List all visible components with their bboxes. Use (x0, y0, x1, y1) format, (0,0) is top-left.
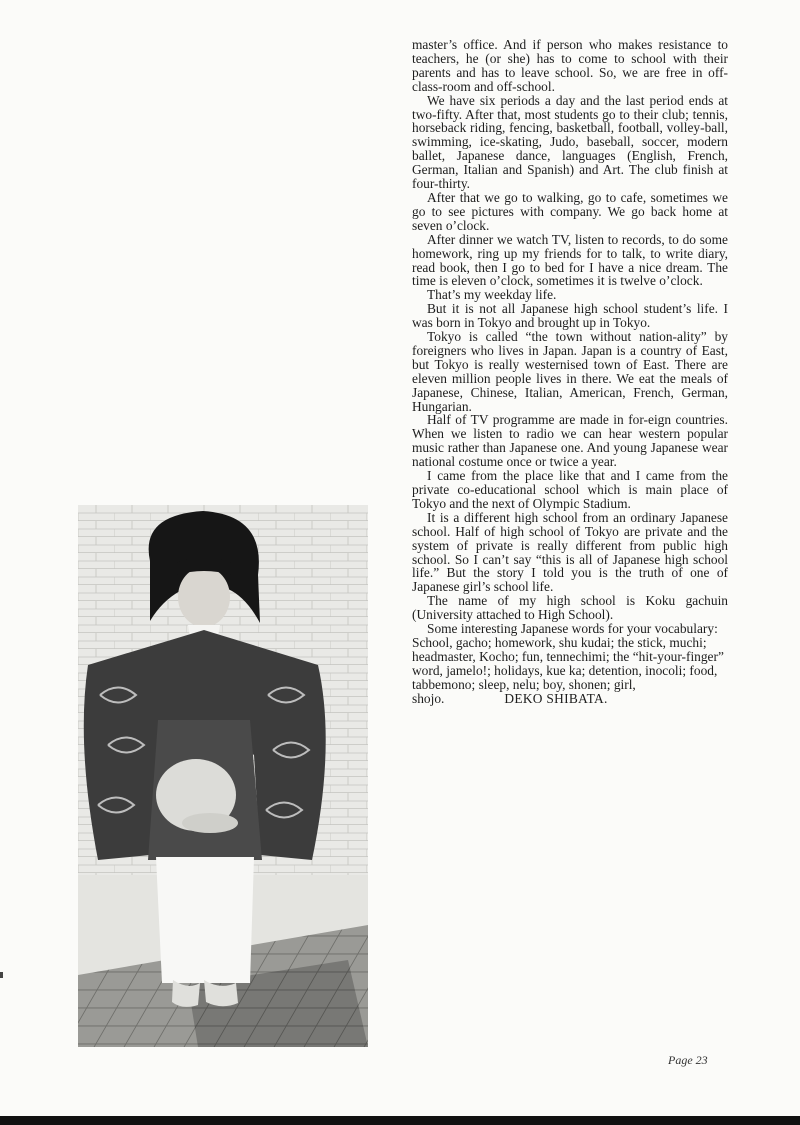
scan-bottom-edge (0, 1116, 800, 1125)
article-paragraph: It is a different high school from an ordinary Japanese school. Half of high school of Tokyo are private and the system of private is really different from public high school. So I can’t say “this is all of Japanese high school life.” But the story I told you is the truth of one of Japanese girl’s school life. (412, 509, 728, 595)
scan-edge-mark (0, 972, 3, 978)
article-paragraph: I came from the place like that and I came from the private co-educational school which is main place of Tokyo and the next of Olympic Stadium. (412, 468, 728, 511)
article-paragraph: After that we go to walking, go to cafe, sometimes we go to see pictures with company. We go back home at seven o’clock. (412, 189, 728, 233)
article-paragraph: But it is not all Japanese high school student’s life. I was born in Tokyo and brought up in Tokyo. (412, 301, 728, 331)
face (178, 567, 230, 627)
article-paragraph-last (412, 622, 728, 705)
hands (182, 813, 238, 833)
article-paragraph-text: Some interesting Japanese words for your vocabulary: School, gacho; homework, shu kudai; the stick, muchi; headmaster, Kocho; fun, tennechimi; the “hit-your-finger” word, jamelo!; holidays, kue ka; detention, inocoli; food, tabbemono; sleep, nelu; boy, shonen; girl, shojo. (412, 621, 724, 706)
article-paragraph: We have six periods a day and the last period ends at two-fifty. After that, most students go to their club; tennis, horseback riding, fencing, basketball, football, volley-ball, swimming, ice-skating, Judo, baseball, soccer, modern ballet, Japanese dance, languages (English, French, German, Italian and Spanish) and Art. The club finish at four-thirty. (412, 92, 728, 192)
article-paragraph: That’s my weekday life. (427, 287, 557, 303)
article-paragraph: Tokyo is called “the town without nation-ality” by foreigners who lives in Japan. Japan is a country of East, but Tokyo is really westernised town of East. There are eleven million people lives in there. We eat the meals of Japanese, Chinese, Italian, American, French, German, Hungarian. (412, 329, 728, 414)
student-photo (78, 505, 368, 1047)
author-signature: DEKO SHIBATA. (504, 690, 608, 706)
page-number: Page 23 (668, 1053, 708, 1067)
article-paragraph: Half of TV programme are made in for-eign countries. When we listen to radio we can hear western popular music rather than Japanese one. And young Japanese wear national costume once or twice a year. (412, 412, 728, 470)
article-column (412, 38, 728, 706)
article-paragraph: The name of my high school is Koku gachuin (University attached to High School). (412, 593, 728, 623)
article-paragraph: After dinner we watch TV, listen to records, to do some homework, ring up my friends for to talk, to write diary, read book, then I go to bed for I have a nice dream. The time is eleven o’clock, sometimes it is twelve o’clock. (412, 231, 728, 289)
article-paragraph: master’s office. And if person who makes resistance to teachers, he (or she) has to come to school with their parents and has to leave school. So, we are free in off-class-room and off-school. (412, 37, 728, 94)
white-hakama (156, 857, 254, 983)
